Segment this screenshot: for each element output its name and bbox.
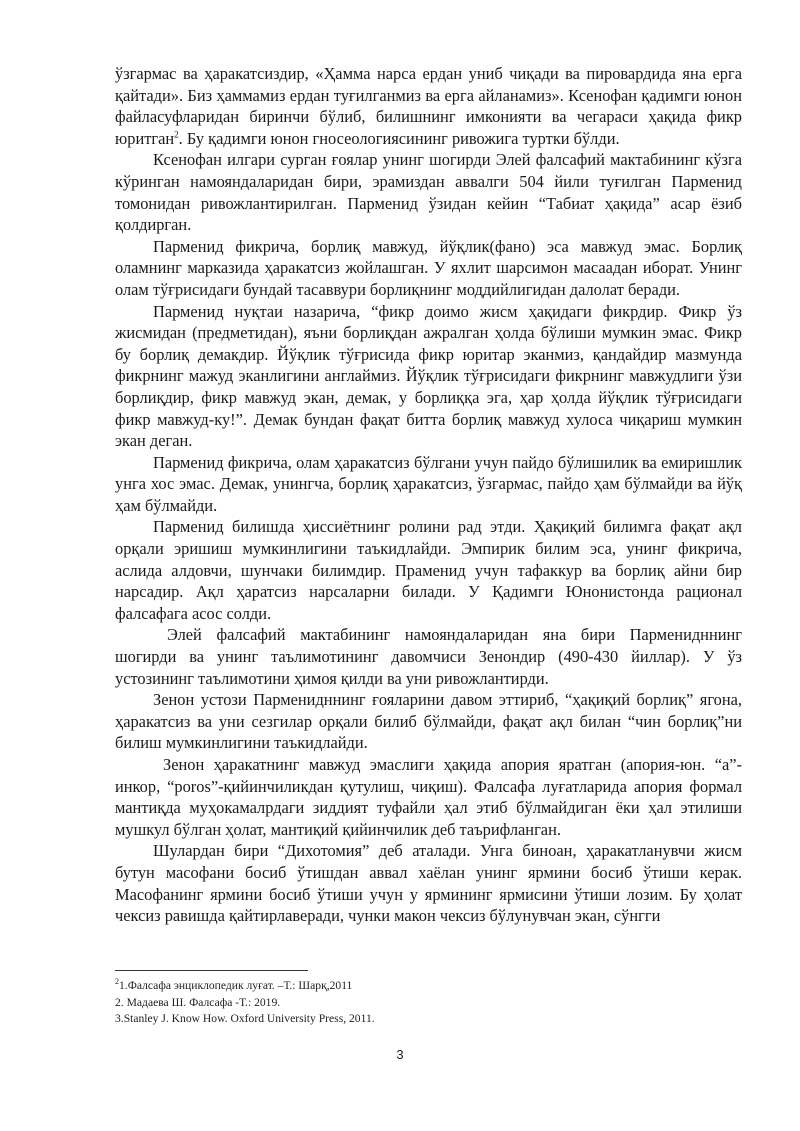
paragraph-1-text: ўзгармас ва ҳаракатсиздир, «Ҳамма нарса ердан униб чиқади ва пировардида яна ерга қайтади». Биз ҳаммамиз ердан туғилганмиз ва ерга айланамиз». Ксенофан қадимги юнон файласуфларидан биринчи бўлиб, билишнинг имконияти ва чегараси ҳақида фикр юритган	[115, 64, 742, 148]
paragraph-1	[115, 63, 742, 149]
footnote-2	[115, 995, 742, 1012]
footnote-3	[115, 1011, 742, 1028]
paragraph-6: Парменид билишда ҳиссиётнинг ролини рад этди. Ҳақиқий билимга фақат ақл орқали эришиш мумкинлигини таъкидлайди. Эмпирик билим эса, унинг фикрича, аслида алдовчи, шунчаки билимдир. Праменид учун тафаккур ва борлиқ айни бир нарсадир. Ақл ҳаратсиз нарсаларни билади. У Қадимги Юнонистонда рационал фалсафага асос солди.	[115, 517, 742, 623]
footnote-ref[interactable]: 2	[174, 129, 179, 140]
body-text	[115, 63, 742, 927]
paragraph-4: Парменид нуқтаи назарича, “фикр доимо жисм ҳақидаги фикрдир. Фикр ўз жисмидан (предметидан), яъни борлиқдан ажралган ҳолда бўлиши мумкин эмас. Фикр бу борлиқ демакдир. Йўқлик тўғрисида фикр юритар эканмиз, қандайдир мазмунда фикрнинг мажуд эканлигини англаймиз. Йўқлик тўғрисидаги фикрнинг мавжудлиги ўзи борлиқдир, фикр мавжуд экан, демак, у борлиққа эга, ҳар ҳолда йўқлик тўғрисидаги фикр мавжуд-ку!”. Демак бундан фақат битта борлиқ мавжуд хулоса чиқариш мумкин экан деган.	[115, 301, 742, 451]
footnote-1-text: 1.Фалсафа энциклопедик луғат. –Т.: Шарқ,2011	[119, 979, 353, 992]
paragraph-2: Ксенофан илгари сурган ғоялар унинг шогирди Элей фалсафий мактабининг кўзга кўринган намояндаларидан бири, эрамиздан аввалги 504 йили туғилган Парменид томонидан ривожлантирилган. Парменид ўзидан кейин “Табиат ҳақида” асар ёзиб қолдирган.	[115, 150, 742, 235]
paragraph-5: Парменид фикрича, олам ҳаракатсиз бўлгани учун пайдо бўлишилик ва емиришлик унга хос эмас. Демак, унингча, борлиқ ҳаракатсиз, ўзгармас, пайдо ҳам бўлмайди ва йўқ ҳам бўлмайди.	[115, 452, 742, 515]
paragraph-9: Зенон ҳаракатнинг мавжуд эмаслиги ҳақида апория яратган (апория-юн. “а”-инкор, “poros”-қийинчиликдан қутулиш, чиқиш). Фалсафа луғатларида апория формал мантиқда муҳокамалрдаги зиддият туфайли ҳал этиб бўлмайдиган ёки ҳал этилиши мушкул бўлган ҳолат, мантиқий қийинчилик деб таърифланган.	[115, 755, 742, 839]
footnote-separator	[115, 970, 308, 971]
footnotes	[115, 978, 742, 1028]
paragraph-7: Элей фалсафий мактабининг намояндаларидан яна бири Парменидннинг шогирди ва унинг таълимотининг давомчиси Зенондир (490-430 йиллар). У ўз устозининг таълимотини ҳимоя қилди ва уни ривожлантирди.	[115, 625, 742, 688]
paragraph-1-tail: . Бу қадимги юнон гносеологиясининг ривожига туртки бўлди.	[178, 128, 620, 148]
footnote-3-text: 3.Stanley J. Know How. Oxford University Press, 2011.	[115, 1012, 375, 1025]
paragraph-10: Шулардан бири “Дихотомия” деб аталади. Унга биноан, ҳаракатланувчи жисм бутун масофани босиб ўтишдан аввал хаёлан унинг ярмини босиб ўтиши керак. Масофанинг ярмини босиб ўтиши учун у ярмининг ярмисини ўтиши лозим. Бу ҳолат чексиз равишда қайтирлаверади, чунки макон чексиз бўлунувчан экан, сўнгги	[115, 841, 742, 926]
paragraph-8: Зенон устози Парменидннинг ғояларини давом эттириб, “ҳақиқий борлиқ” ягона, ҳаракатсиз ва уни сезгилар орқали билиб бўлмайди, фақат ақл билан “чин борлиқ”ни билиш мумкинлигини таъкидлайди.	[115, 690, 742, 753]
paragraph-3: Парменид фикрича, борлиқ мавжуд, йўқлик(фано) эса мавжуд эмас. Борлиқ оламнинг марказида ҳаракатсиз жойлашган. У яхлит шарсимон масаадан иборат. Унинг олам тўғрисидаги бундай тасаввури борлиқнинг моддийлигидан далолат беради.	[115, 236, 742, 299]
footnote-1	[115, 978, 742, 995]
footnote-1-marker: 2	[115, 977, 119, 987]
page-number: 3	[396, 1047, 404, 1062]
footnote-2-text: 2. Мадаева Ш. Фалсафа -Т.: 2019.	[115, 995, 281, 1009]
